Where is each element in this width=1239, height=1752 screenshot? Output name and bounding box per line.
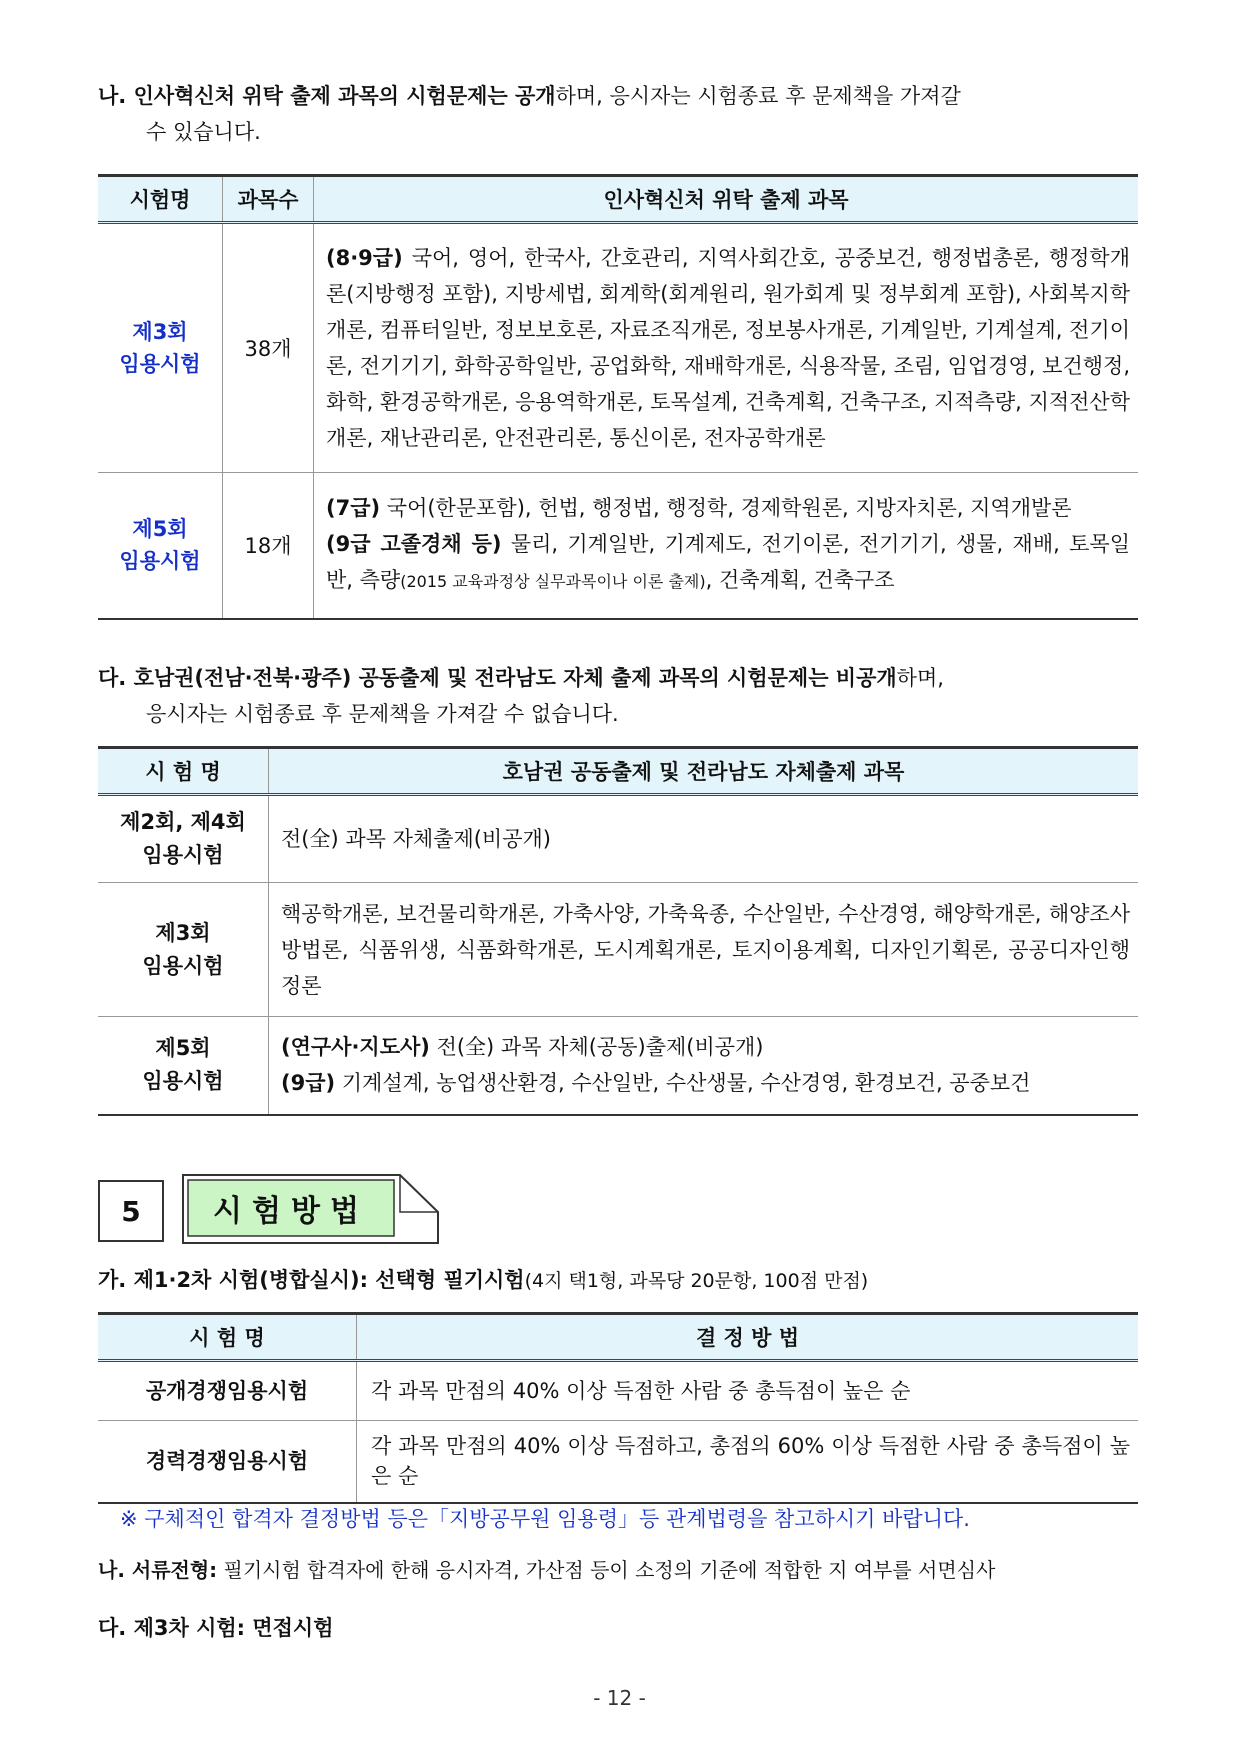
section-na-paragraph [98,78,1138,150]
table2-row3-exam [98,1017,269,1115]
reference-note: ※ 구체적인 합격자 결정방법 등은「지방공무원 임용령」등 관계법령을 참고하시기 바랍니다. [120,1507,970,1531]
section-title-box [182,1174,444,1244]
grade-tag: (9급 고졸경채 등) [326,532,502,557]
grade-tag: (8·9급) [326,246,403,270]
section-na2-rest: 필기시험 합격자에 한해 응시자격, 가산점 등이 소정의 기준에 적합한 지 여부를 서면심사 [217,1558,996,1582]
subject-list: 국어, 영어, 한국사, 간호관리, 지역사회간호, 공중보건, 행정법총론, 행정학개론(지방행정 포함), 지방세법, 회계학(회계원리, 원가회계 및 정부회계 포함), 사회복지학개론, 컴퓨터일반, 정보보호론, 자료조직개론, 정보봉사개론, 기계일반, 기계설계, 전기이론, 전기기기, 화학공학일반, 공업화학, 재배학개론, 식용작물, 조림, 임업경영, 보건행정, 화학, 환경공학개론, 응용역학개론, 토목설계, 건축계획, 건축구조, 지적측량, 지적전산학개론, 재난관리론, 안전관리론, 통신이론, 전자공학개론 [326,246,1130,450]
section-number-box: 5 [98,1180,164,1242]
table-decision-method [98,1312,1138,1504]
table2-row2-exam [98,883,269,1017]
table1-row2-exam [98,473,223,619]
section-da-prefix: 다. [98,666,134,690]
table2-row1-subjects: 전(全) 과목 자체출제(비공개) [269,795,1139,883]
table-row [98,1017,1138,1115]
section-da2-bold: 다. 제3차 시험: 면접시험 [98,1616,334,1640]
table3-row2-exam: 경력경쟁임용시험 [98,1421,357,1503]
researcher-line [281,1029,1130,1065]
section-na-bold: 인사혁신처 위탁 출제 과목의 시험문제는 공개 [133,84,556,108]
table-row [98,1361,1138,1421]
table1-row1-exam [98,223,223,473]
table1-row2-count: 18개 [223,473,314,619]
table3-row1-exam: 공개경쟁임용시험 [98,1361,357,1421]
section-da-line2: 응시자는 시험종료 후 문제책을 가져갈 수 없습니다. [146,702,619,726]
section-da-rest: 하며, [896,666,944,690]
exam-line1: 제5회 [132,517,188,542]
table2-row2-subjects: 핵공학개론, 보건물리학개론, 가축사양, 가축육종, 수산일반, 수산경영, 해양학개론, 해양조사방법론, 식품위생, 식품화학개론, 도시계획개론, 토지이용계획, 디자인기획론, 공공디자인행정론 [269,883,1139,1017]
section-ga-line [98,1262,1138,1299]
table-row [98,883,1138,1017]
section-na2-bold: 나. 서류전형: [98,1558,218,1582]
exam-line1: 제3회 [132,320,188,344]
table2-row3-subjects [269,1017,1139,1115]
section-da-bold: 호남권(전남·전북·광주) 공동출제 및 전라남도 자체 출제 과목의 시험문제는 비공개 [133,666,897,690]
exam-line2: 임용시험 [142,1069,224,1094]
section-ga-bold: 가. 제1·2차 시험(병합실시): 선택형 필기시험 [98,1268,525,1292]
grade9-line [326,526,1130,600]
subject-list: 전(全) 과목 자체(공동)출제(비공개) [429,1035,764,1060]
table2-header-subjects: 호남권 공동출제 및 전라남도 자체출제 과목 [269,748,1139,795]
section-na-line1 [98,78,1138,114]
table1-row2-subjects [314,473,1139,619]
section-da-paragraph [98,660,1138,732]
table1-header-exam: 시험명 [98,176,223,223]
subject-note: (2015 교육과정상 실무과목이나 이론 출제) [400,572,706,592]
table2-row1-exam [98,795,269,883]
exam-line2: 임용시험 [142,843,224,867]
subject-list: 물리, 기계일반, 기계제도, 전기이론, 전기기기, 생물, 재배, 토목일반, 측량 [326,532,1130,593]
subject-list-end: , 건축계획, 건축구조 [705,568,895,593]
exam-line2: 임용시험 [119,549,201,574]
exam-line2: 임용시험 [142,953,224,978]
section-na2-line [98,1552,1158,1588]
section-ga-rest: (4지 택1형, 과목당 20문항, 100점 만점) [524,1270,869,1292]
table-public-subjects [98,174,1138,620]
table-row [98,795,1138,883]
grade-tag: (연구사·지도사) [281,1035,430,1060]
table-row [98,223,1138,473]
grade-tag: (7급) [326,496,381,521]
page-number: - 12 - [593,1686,646,1710]
exam-line1: 제5회 [155,1036,211,1061]
section-da2-line [98,1610,1138,1646]
table1-header-count: 과목수 [223,176,314,223]
grade7-line [326,490,1130,526]
section-na-prefix: 나. [98,84,134,108]
table1-row1-count: 38개 [223,223,314,473]
table-row [98,1421,1138,1503]
section-title: 시험방법 [213,1194,369,1229]
exam-line1: 제2회, 제4회 [120,810,246,834]
section-na-line2: 수 있습니다. [146,120,261,144]
table1-row1-subjects [314,223,1139,473]
section-da-line1 [98,660,1138,696]
table2-header-exam: 시 험 명 [98,748,269,795]
table1-header-subjects: 인사혁신처 위탁 출제 과목 [314,176,1139,223]
table-row [98,473,1138,619]
subject-list: 국어(한문포함), 헌법, 행정법, 행정학, 경제학원론, 지방자치론, 지역개발론 [386,496,1072,521]
section-na-rest: 하며, 응시자는 시험종료 후 문제책을 가져갈 [555,84,961,108]
table3-header-method: 결 정 방 법 [357,1314,1139,1361]
grade9-line [281,1065,1130,1101]
grade-tag: (9급) [281,1071,336,1096]
exam-line2: 임용시험 [119,352,201,376]
table-private-subjects [98,746,1138,1116]
table3-header-exam: 시 험 명 [98,1314,357,1361]
subject-list: 기계설계, 농업생산환경, 수산일반, 수산생물, 수산경영, 환경보건, 공중보건 [335,1071,1031,1096]
table3-row2-method: 각 과목 만점의 40% 이상 득점하고, 총점의 60% 이상 득점한 사람 중 총득점이 높은 순 [357,1421,1139,1503]
exam-line1: 제3회 [155,920,211,945]
table3-row1-method: 각 과목 만점의 40% 이상 득점한 사람 중 총득점이 높은 순 [357,1361,1139,1421]
